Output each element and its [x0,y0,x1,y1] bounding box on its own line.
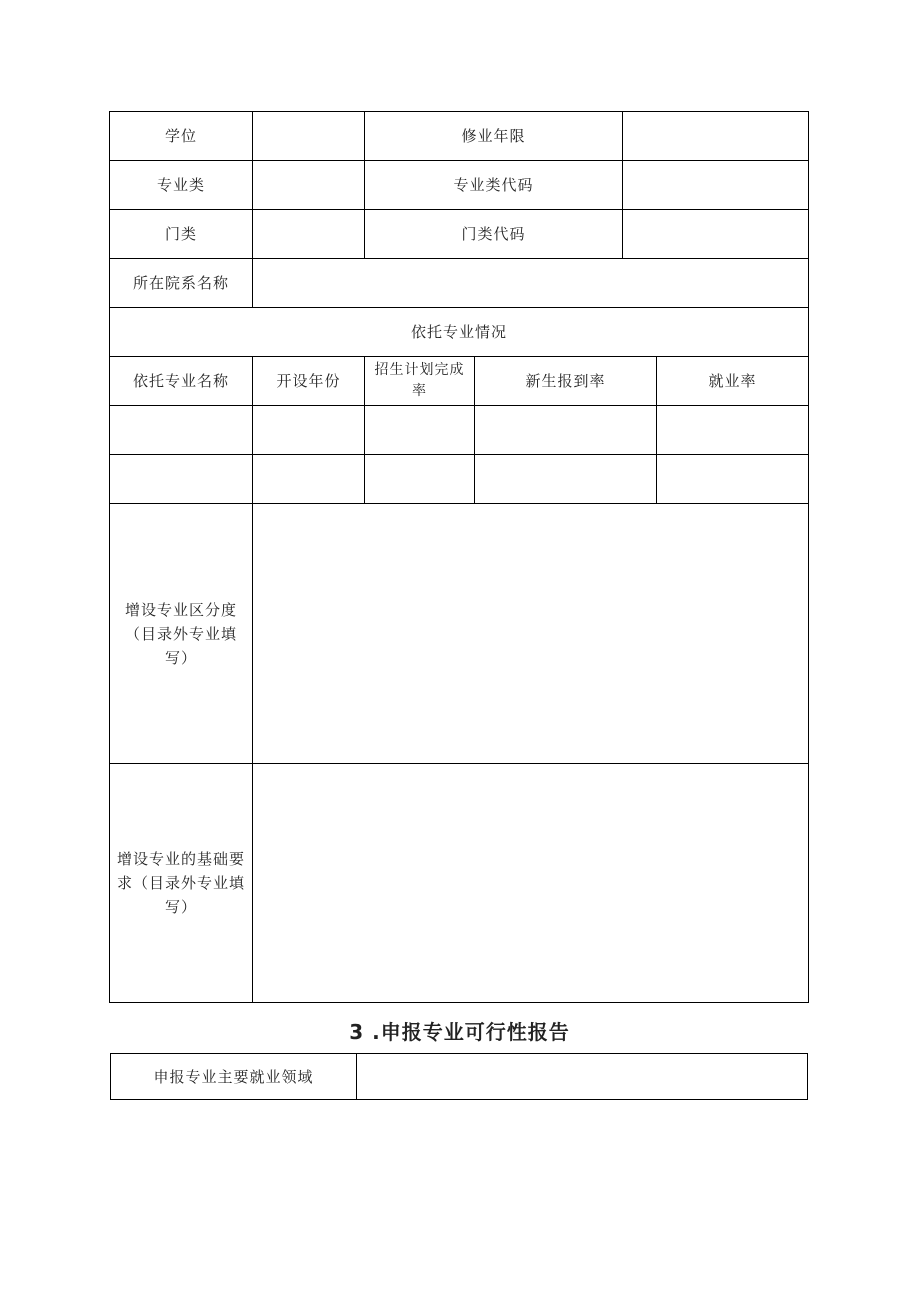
category-label: 专业类 [156,176,205,194]
duration-value[interactable] [623,112,808,160]
discipline-code-value[interactable] [623,210,808,258]
duration-label: 修业年限 [461,127,526,145]
employment-field-label: 申报专业主要就业领域 [153,1067,314,1086]
table-border-right [808,111,809,1003]
degree-label: 学位 [164,127,197,145]
category-value[interactable] [253,161,364,209]
department-value[interactable] [253,259,808,307]
table-cell[interactable] [365,406,474,454]
employment-field-value[interactable] [357,1054,807,1099]
table-cell[interactable] [110,455,252,503]
discipline-value[interactable] [253,210,364,258]
employment-field-table [0,1040,920,1110]
table-cell[interactable] [657,455,808,503]
distinction-label: 增设专业区分度（目录外专业填写） [124,600,237,667]
section-heading-feasibility-report: 3 .申报专业可行性报告 [349,1019,570,1044]
basis-label: 增设专业的基础要求（目录外专业填写） [116,850,245,916]
department-label: 所在院系名称 [132,274,229,292]
header-registration-rate: 新生报到率 [525,372,606,390]
supporting-section-title: 依托专业情况 [410,323,507,341]
distinction-value[interactable] [253,504,808,763]
table-cell[interactable] [475,406,656,454]
header-enrollment-completion: 招生计划完成率 [374,362,465,399]
table-cell[interactable] [657,406,808,454]
table-cell[interactable] [365,455,474,503]
category-code-value[interactable] [623,161,808,209]
header-supporting-name: 依托专业名称 [132,372,229,390]
table-cell[interactable] [475,455,656,503]
table-border-bottom [110,1099,808,1100]
table-cell[interactable] [253,406,364,454]
table-cell[interactable] [110,406,252,454]
table-cell[interactable] [253,455,364,503]
degree-value[interactable] [253,112,364,160]
discipline-code-label: 门类代码 [461,225,526,243]
discipline-label: 门类 [164,225,197,243]
basis-value[interactable] [253,764,808,1002]
category-code-label: 专业类代码 [453,176,534,194]
header-start-year: 开设年份 [276,372,341,390]
table-border-right [807,1053,808,1100]
table-border-bottom [109,1002,809,1003]
header-employment-rate: 就业率 [708,372,757,390]
